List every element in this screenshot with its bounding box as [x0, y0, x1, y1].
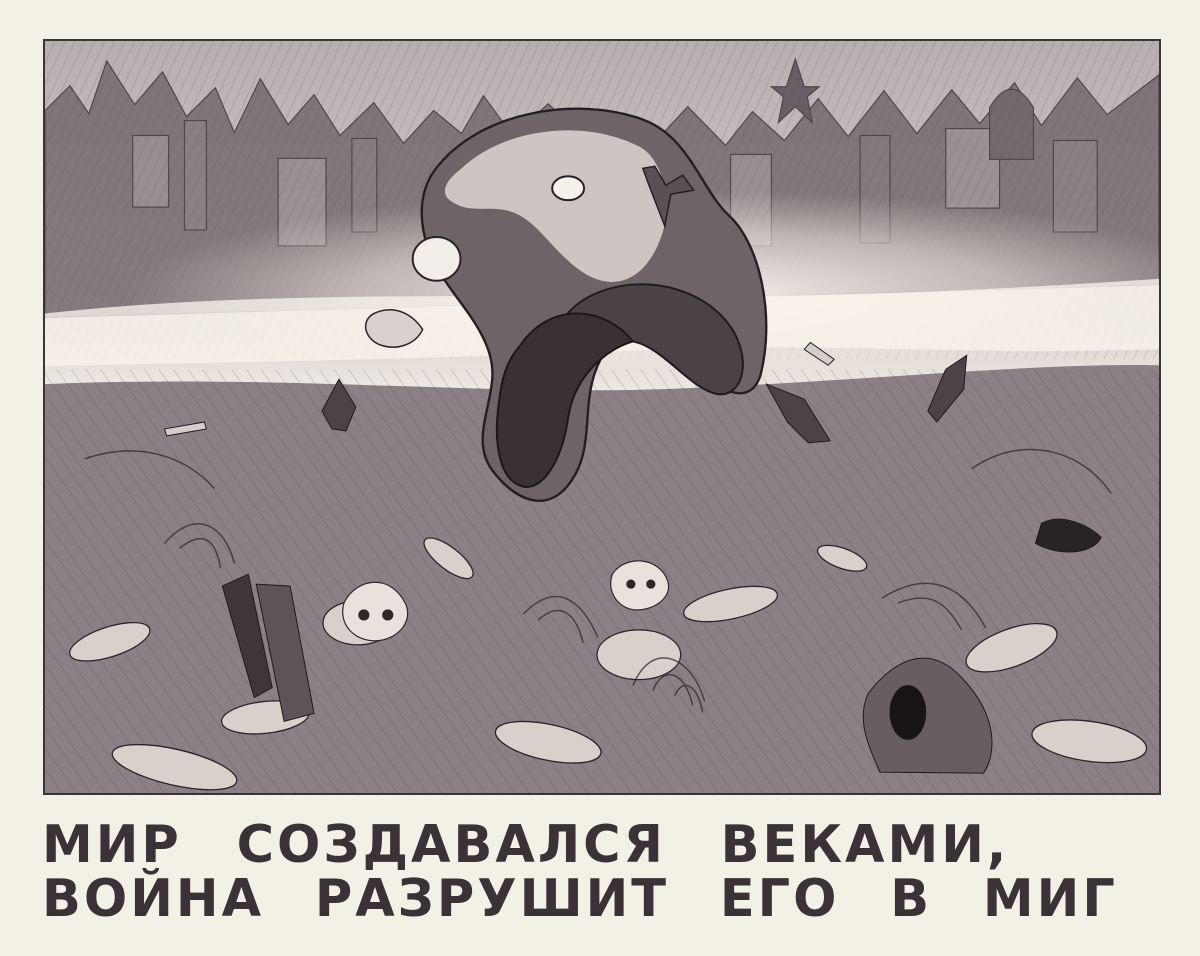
slogan-line-2: ВОЙНА РАЗРУШИТ ЕГО В МИГ — [42, 868, 1118, 930]
slogan-line-1: МИР СОЗДАВАЛСЯ ВЕКАМИ, — [42, 814, 1010, 876]
illustration-svg — [45, 41, 1159, 793]
bone-wasteland-illustration — [43, 39, 1161, 795]
poster-slogan — [42, 814, 1162, 930]
bone-field — [45, 365, 1159, 793]
skull-center — [611, 561, 669, 610]
